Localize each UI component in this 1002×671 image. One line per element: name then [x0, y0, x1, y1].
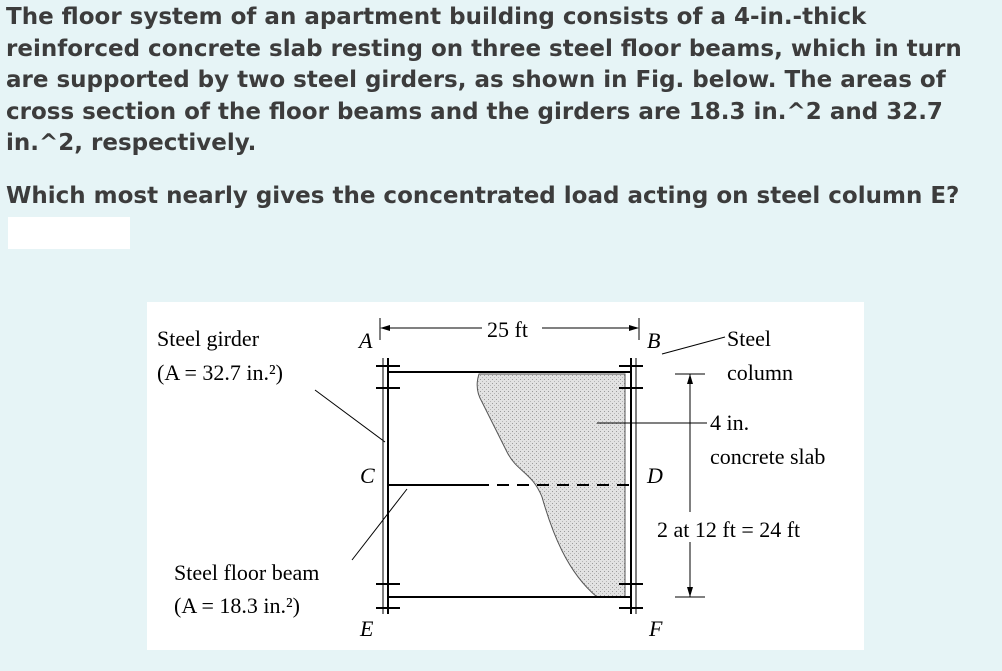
girder-area-label: (A = 32.7 in.²) — [157, 360, 283, 385]
floor-beam-area-label: (A = 18.3 in.²) — [174, 593, 300, 618]
slab-label-line2: concrete slab — [710, 444, 826, 469]
point-label-D: D — [647, 463, 663, 488]
span-dimension-label: 25 ft — [487, 317, 528, 342]
point-label-F: F — [649, 616, 663, 641]
floor-beam-label: Steel floor beam — [174, 560, 320, 585]
answer-input[interactable] — [8, 217, 130, 249]
girder-label: Steel girder — [157, 326, 260, 351]
floor-system-diagram — [147, 302, 864, 650]
floor-system-figure — [147, 302, 864, 650]
point-label-C: C — [360, 463, 375, 488]
point-label-B: B — [647, 328, 661, 353]
point-label-A: A — [359, 328, 373, 353]
point-label-E: E — [360, 616, 374, 641]
bay-dimension-label: 2 at 12 ft = 24 ft — [657, 517, 801, 542]
slab-label-line1: 4 in. — [710, 410, 750, 435]
question-prompt: Which most nearly gives the concentrated load acting on steel column E? — [6, 183, 960, 209]
column-label-line2: column — [727, 360, 793, 385]
column-label-line1: Steel — [727, 326, 771, 351]
question-text: The floor system of an apartment building consists of a 4-in.-thick reinforced concrete slab resting on three steel floor beams, which in turn are supported by two steel girders, as shown in Fig. below. The areas of cross section of the floor beams and the girders are 18.3 in.^2 and 32.7 in.^2, respectively. — [6, 4, 962, 156]
